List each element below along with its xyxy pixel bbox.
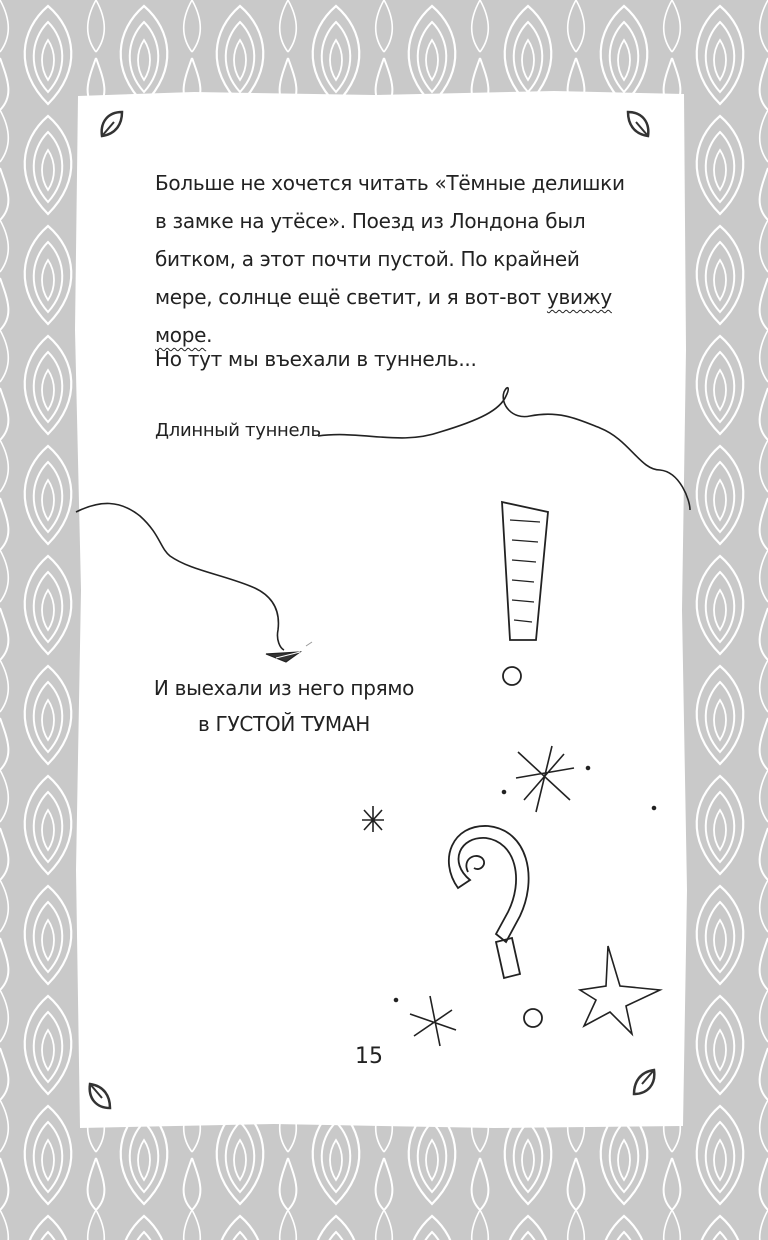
leaf-ornament-icon (620, 108, 654, 142)
fog-line-2: в ГУСТОЙ ТУМАН (198, 712, 370, 736)
paragraph-fog (144, 670, 424, 742)
fog-line-1: И выехали из него прямо (153, 676, 415, 700)
paragraph-tunnel: Но тут мы въехали в туннель... (155, 347, 477, 371)
paragraph-intro-text: Больше не хочется читать «Тёмные делишки в замке на утёсе». Поезд из Лондона был битком, а этот почти пустой. По крайней мере, солнце ещё светит, и я вот-вот (155, 171, 625, 309)
paragraph-long-tunnel: Длинный туннель (155, 420, 321, 441)
page-number: 15 (355, 1044, 383, 1069)
paragraph-intro (155, 164, 635, 354)
leaf-ornament-icon (626, 1064, 660, 1098)
paragraph-intro-end: . (206, 323, 213, 347)
leaf-ornament-icon (84, 1078, 118, 1112)
underlined-phrase: увижу море (155, 285, 612, 347)
leaf-ornament-icon (96, 108, 130, 142)
